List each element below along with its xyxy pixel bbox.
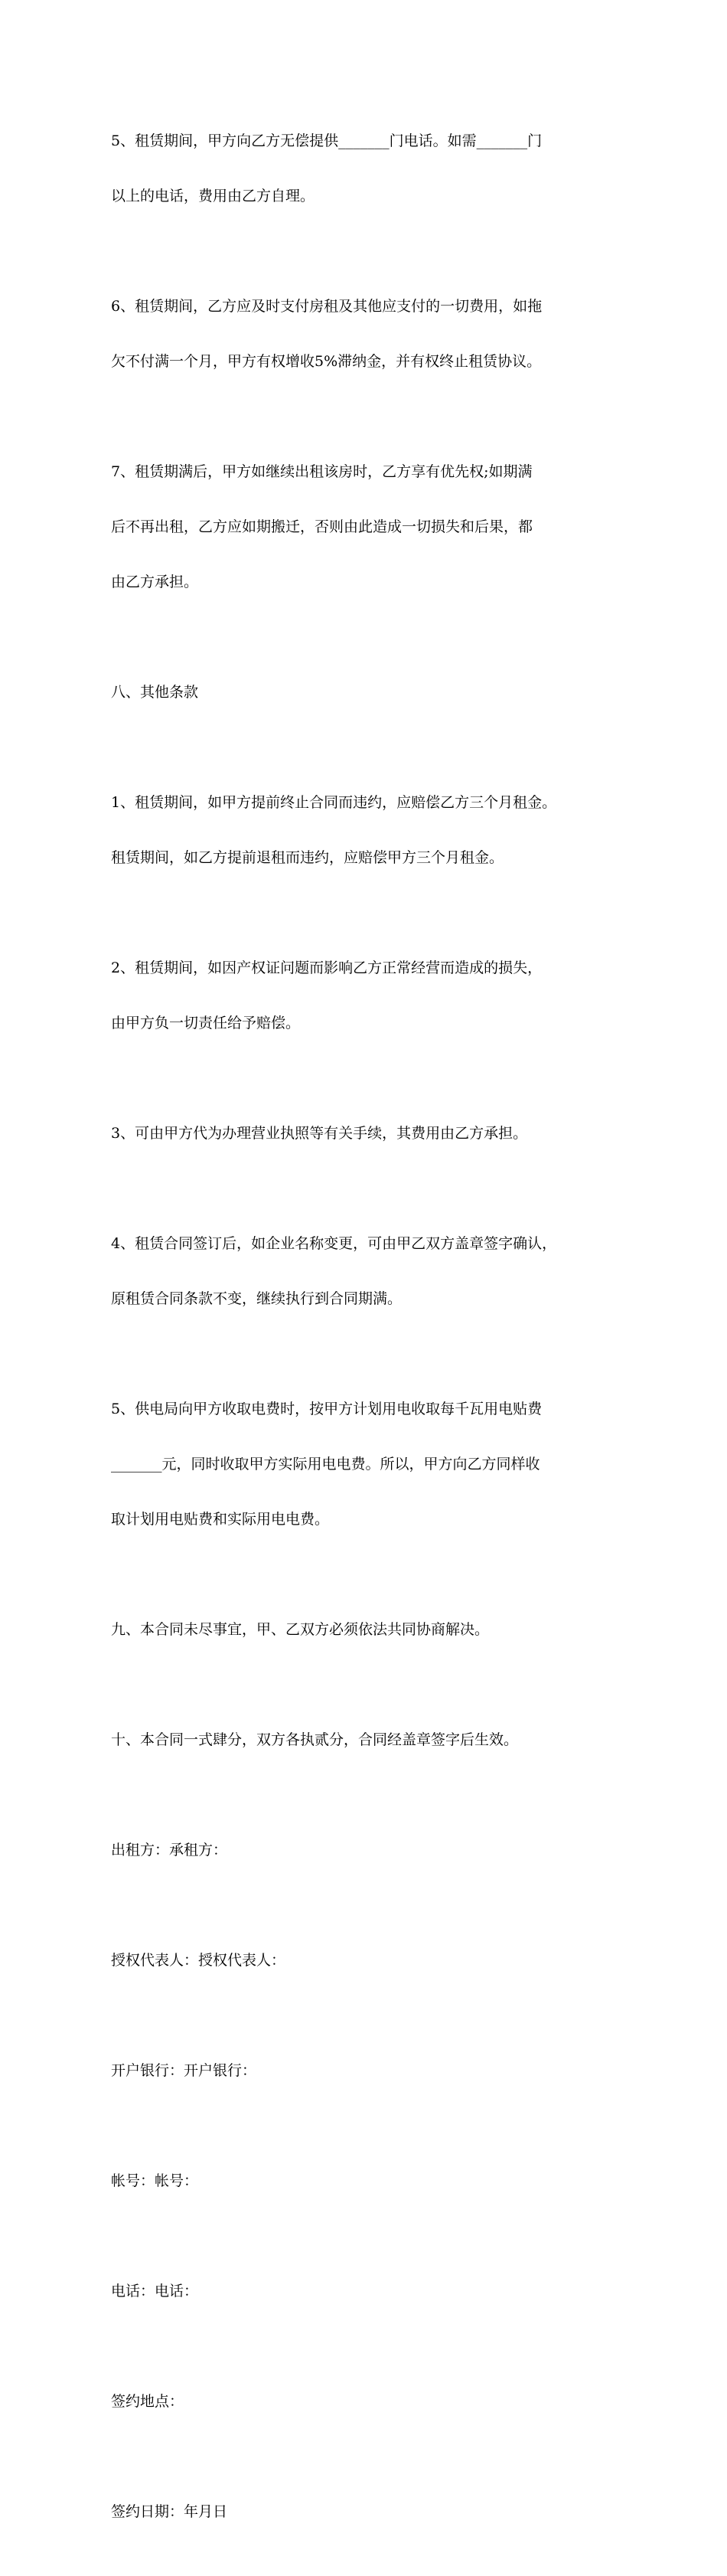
clause-8-1-breach [111,757,624,904]
text-line: 5、供电局向甲方收取电费时，按甲方计划用电收取每千瓦用电贴费 [111,1401,543,1417]
text-line: 签约地点： [111,2393,184,2410]
text-line: 电话：电话： [111,2283,199,2300]
text-line: 欠不付满一个月，甲方有权增收5%滞纳金，并有权终止租赁协议。 [111,353,542,370]
text-line: 帐号：帐号： [111,2172,199,2189]
text-line: 原租赁合同条款不变，继续执行到合同期满。 [111,1290,403,1307]
signature-accounts [111,2135,624,2227]
section-9 [111,1584,624,1675]
clause-8-3-business-license [111,1087,624,1179]
clause-8-5-electricity [111,1363,624,1565]
clause-7-6-rent-payment [111,260,624,407]
text-line: 取计划用电贴费和实际用电电费。 [111,1511,330,1528]
text-line: 签约日期：年月日 [111,2503,228,2520]
text-line: 5、租赁期间，甲方向乙方无偿提供_______门电话。如需_______门 [111,132,543,149]
section-10 [111,1694,624,1786]
text-line: 授权代表人：授权代表人： [111,1952,286,1969]
text-line: 4、租赁合同签订后，如企业名称变更，可由甲乙双方盖章签字确认， [111,1235,557,1252]
text-line: 由乙方承担。 [111,574,199,590]
text-line: 由甲方负一切责任给予赔偿。 [111,1015,301,1031]
section-8-heading [111,646,624,738]
clause-8-2-property-rights [111,922,624,1069]
clause-7-5-phone [111,95,624,242]
signature-banks [111,2025,624,2117]
text-line: 后不再出租，乙方应如期搬迁，否则由此造成一切损失和后果，都 [111,518,533,535]
text-line: _______元，同时收取甲方实际用电电费。所以，甲方向乙方同样收 [111,1456,540,1473]
signing-date [111,2466,624,2558]
text-line: 十、本合同一式肆分，双方各执贰分，合同经盖章签字后生效。 [111,1731,519,1748]
signature-phones [111,2245,624,2337]
clause-8-4-name-change [111,1198,624,1345]
text-line: 九、本合同未尽事宜，甲、乙双方必须依法共同协商解决。 [111,1621,490,1638]
clause-7-7-renewal [111,426,624,628]
signing-place [111,2355,624,2447]
text-line: 出租方：承租方： [111,1842,228,1858]
text-line: 2、租赁期间，如因产权证问题而影响乙方正常经营而造成的损失， [111,959,543,976]
signature-parties [111,1804,624,1896]
text-line: 6、租赁期间，乙方应及时支付房租及其他应支付的一切费用，如拖 [111,298,543,315]
text-line: 7、租赁期满后，甲方如继续出租该房时，乙方享有优先权;如期满 [111,463,533,480]
text-line: 1、租赁期间，如甲方提前终止合同而违约，应赔偿乙方三个月租金。 [111,794,557,811]
document-page [111,95,624,2576]
text-line: 3、可由甲方代为办理营业执照等有关手续，其费用由乙方承担。 [111,1125,528,1142]
text-line: 租赁期间，如乙方提前退租而违约，应赔偿甲方三个月租金。 [111,849,504,866]
text-line: 八、其他条款 [111,684,199,701]
text-line: 开户银行：开户银行： [111,2062,257,2079]
text-line: 以上的电话，费用由乙方自理。 [111,188,315,204]
signature-representatives [111,1914,624,2006]
